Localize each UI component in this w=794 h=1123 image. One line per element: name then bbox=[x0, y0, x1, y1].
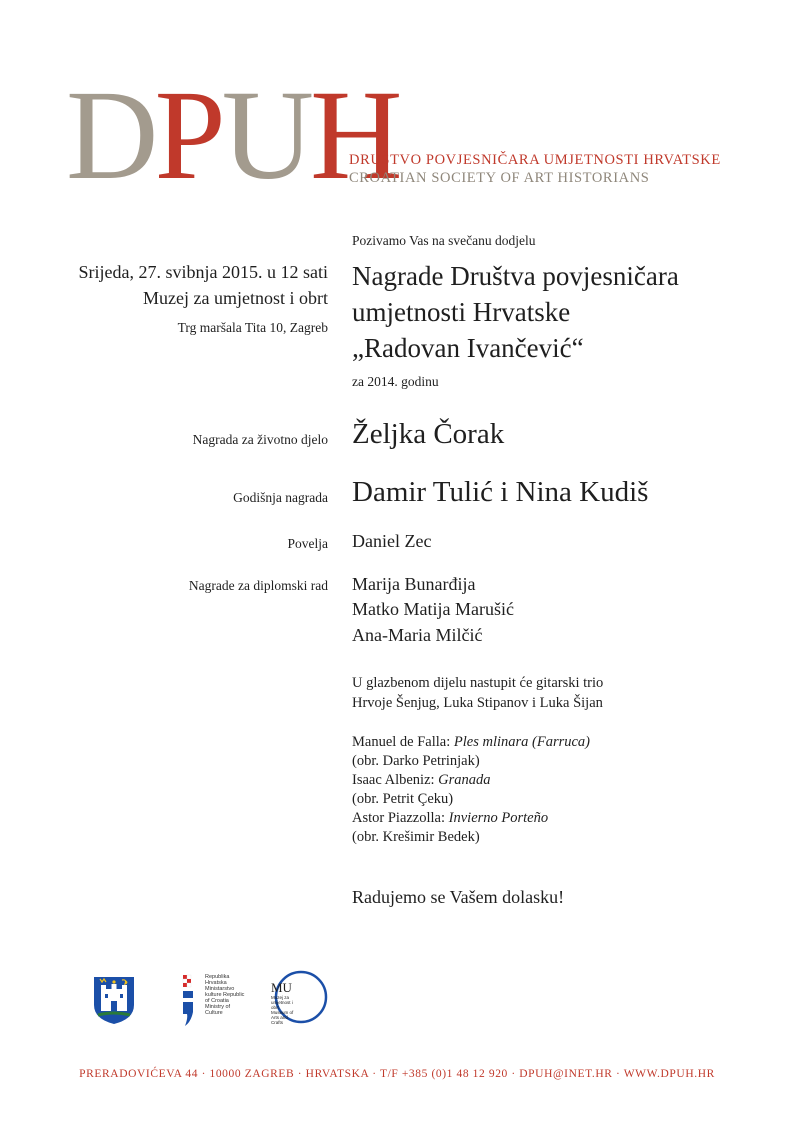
society-name-croatian: DRUŠTVO POVJESNIČARA UMJETNOSTI HRVATSKE bbox=[349, 152, 721, 168]
closing-line: Radujemo se Vašem dolasku! bbox=[352, 887, 565, 907]
invitation-intro: Pozivamo Vas na svečanu dodjelu bbox=[352, 233, 536, 248]
program-piece-3 bbox=[352, 809, 548, 829]
thesis-recipient: Marija Bunarđija bbox=[352, 574, 476, 594]
thesis-recipient: Ana-Maria Milčić bbox=[352, 625, 483, 645]
work-title: Ples mlinara (Farruca) bbox=[453, 734, 591, 750]
life-achievement-recipient: Željka Čorak bbox=[352, 418, 505, 450]
event-address: Trg maršala Tita 10, Zagreb bbox=[177, 320, 328, 335]
charter-recipient: Daniel Zec bbox=[352, 531, 432, 551]
award-title-line-1: Nagrade Društva povjesničara bbox=[352, 261, 679, 291]
composer: Manuel de Falla: bbox=[352, 734, 451, 750]
program-arranger-3: (obr. Krešimir Bedek) bbox=[352, 829, 480, 845]
composer: Isaac Albeniz: bbox=[352, 772, 435, 788]
music-performers: Hrvoje Šenjug, Luka Stipanov i Luka Šijan bbox=[352, 695, 603, 711]
music-intro-line: U glazbenom dijelu nastupit će gitarski trio bbox=[352, 675, 604, 691]
event-date: Srijeda, 27. svibnja 2015. u 12 sati bbox=[78, 262, 328, 282]
composer: Astor Piazzolla: bbox=[352, 810, 446, 826]
program-arranger-1: (obr. Darko Petrinjak) bbox=[352, 753, 480, 769]
award-year: za 2014. godinu bbox=[352, 374, 439, 389]
logo-letter-p: P bbox=[154, 64, 222, 206]
footer-contact: PRERADOVIĆEVA 44 · 10000 ZAGREB · HRVATSKA · T/F +385 (0)1 48 12 920 · DPUH@INET.HR · WWW.DPUH.HR bbox=[79, 1068, 715, 1080]
mu-logo-subtext: Muzej za umjetnost i obrt Museum of Arts and Crafts bbox=[271, 995, 294, 1025]
program-piece-2 bbox=[352, 771, 491, 791]
annual-award-recipients: Damir Tulić i Nina Kudiš bbox=[352, 476, 649, 508]
charter-label: Povelja bbox=[287, 536, 328, 551]
event-venue: Muzej za umjetnost i obrt bbox=[143, 288, 328, 308]
program-piece-1 bbox=[352, 733, 590, 753]
program-arranger-2: (obr. Petrit Çeku) bbox=[352, 791, 454, 807]
ministry-text: Republika Hrvatska Ministarstvo kulture Republic of Croatia Ministry of Culture bbox=[205, 974, 245, 1016]
thesis-recipient: Matko Matija Marušić bbox=[352, 599, 514, 619]
logo-letter-h: H bbox=[310, 64, 399, 206]
zagreb-crest-icon bbox=[92, 975, 136, 1025]
logo-letter-u: U bbox=[221, 64, 311, 206]
annual-award-label: Godišnja nagrada bbox=[233, 490, 328, 505]
thesis-awards-label: Nagrade za diplomski rad bbox=[188, 578, 328, 593]
society-name-english: CROATIAN SOCIETY OF ART HISTORIANS bbox=[349, 170, 650, 186]
award-title-line-3: „Radovan Ivančević“ bbox=[352, 333, 584, 363]
logo-letter-d: D bbox=[66, 64, 155, 206]
work-title: Invierno Porteño bbox=[448, 810, 549, 826]
mu-logo-text: MU bbox=[271, 980, 292, 995]
work-title: Granada bbox=[438, 772, 491, 788]
award-title-line-2: umjetnosti Hrvatske bbox=[352, 297, 571, 327]
life-achievement-label: Nagrada za životno djelo bbox=[192, 432, 328, 447]
